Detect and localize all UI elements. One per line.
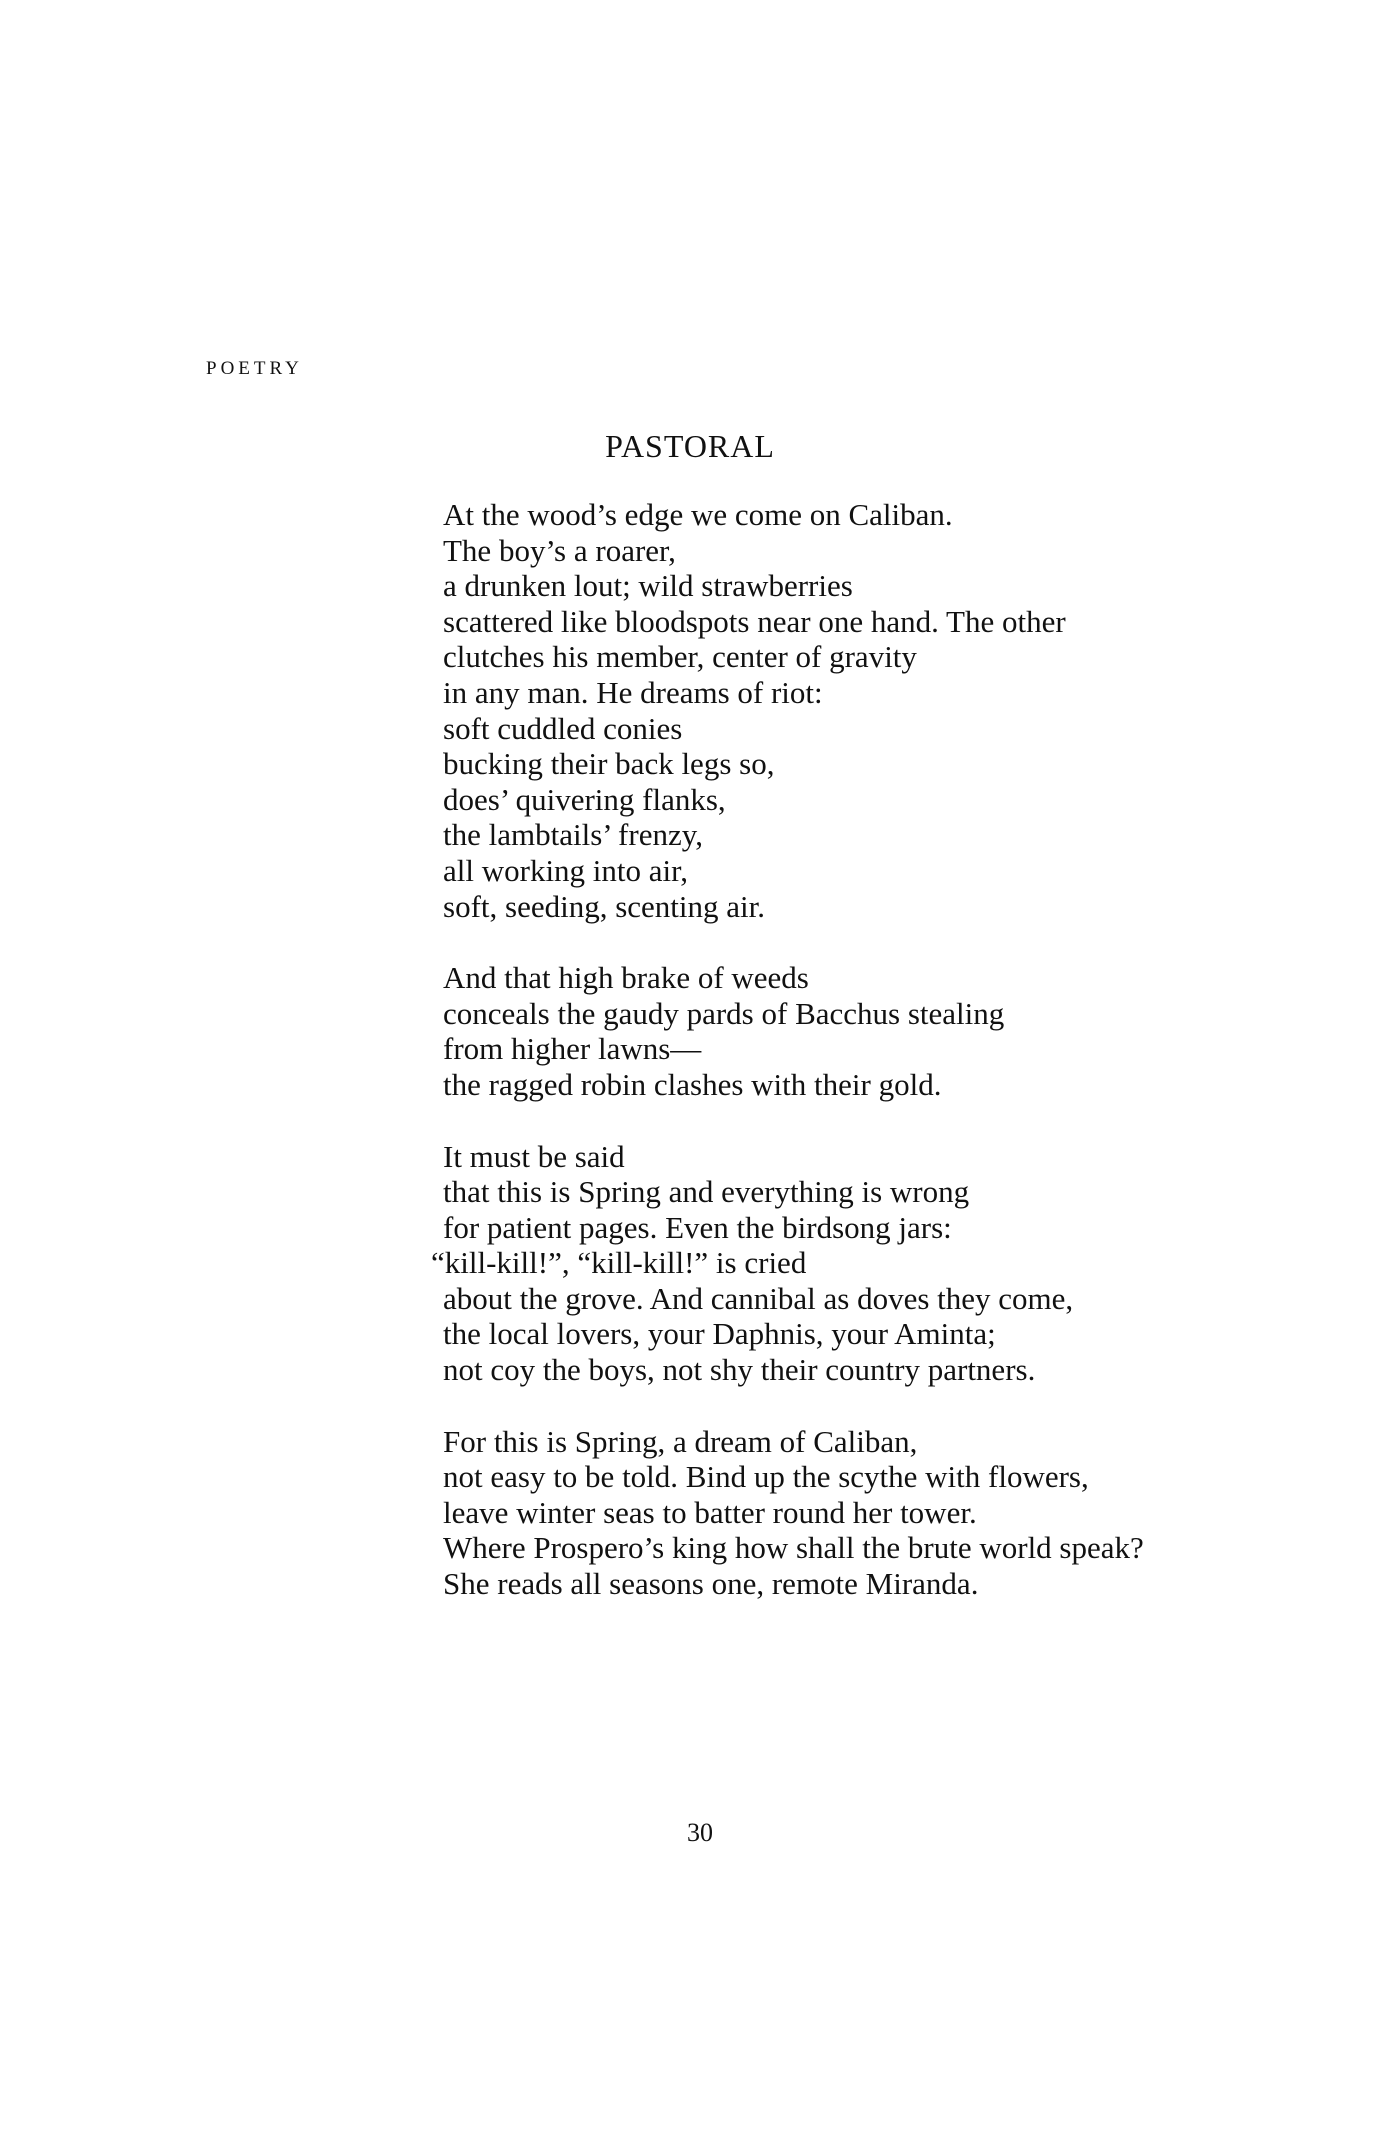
poem-line: At the wood’s edge we come on Caliban. [443, 497, 953, 532]
poem-line: soft cuddled conies [443, 710, 683, 746]
poem-line: not coy the boys, not shy their country partners. [443, 1352, 1036, 1388]
stanza-4 [443, 1424, 1203, 1602]
stanza-3 [431, 1138, 1203, 1388]
poem-line: scattered like bloodspots near one hand. The other [443, 603, 1066, 639]
poem-line: bucking their back legs so, [443, 746, 775, 782]
running-head: POETRY [206, 358, 303, 379]
stanza-1 [443, 497, 1203, 924]
poem-line: For this is Spring, a dream of Caliban, [443, 1423, 918, 1459]
poem-line: not easy to be told. Bind up the scythe with flowers, [443, 1459, 1089, 1495]
poem-line: The boy’s a roarer, [443, 532, 676, 568]
poem-line: soft, seeding, scenting air. [443, 888, 765, 924]
poem-line: clutches his member, center of gravity [443, 639, 917, 675]
poem-line: all working into air, [443, 852, 688, 888]
poem-body [431, 497, 1203, 1638]
poem-line: the ragged robin clashes with their gold. [443, 1066, 942, 1102]
poem-line: “kill-kill!”, “kill-kill!” is cried [431, 1245, 807, 1281]
poem-line: And that high brake of weeds [443, 960, 809, 996]
poem-line: in any man. He dreams of riot: [443, 674, 823, 710]
poem-line: for patient pages. Even the birdsong jars: [443, 1209, 952, 1245]
poem-line: does’ quivering flanks, [443, 781, 726, 817]
poem-title: PASTORAL [605, 428, 775, 464]
poem-line: about the grove. And cannibal as doves they come, [443, 1280, 1074, 1316]
poem-line: leave winter seas to batter round her tower. [443, 1494, 977, 1530]
page-number: 30 [687, 1818, 713, 1847]
poem-line: Where Prospero’s king how shall the brute world speak? [443, 1530, 1144, 1566]
poem-line: from higher lawns— [443, 1031, 702, 1067]
poem-line: It must be said [443, 1138, 625, 1174]
poem-line: the lambtails’ frenzy, [443, 817, 703, 853]
poem-line: a drunken lout; wild strawberries [443, 568, 853, 604]
poem-line: the local lovers, your Daphnis, your Aminta; [443, 1316, 996, 1352]
stanza-2 [443, 960, 1203, 1102]
poem-line: conceals the gaudy pards of Bacchus stealing [443, 995, 1005, 1031]
poem-line: that this is Spring and everything is wrong [443, 1174, 970, 1210]
poem-line: She reads all seasons one, remote Miranda. [443, 1566, 979, 1602]
